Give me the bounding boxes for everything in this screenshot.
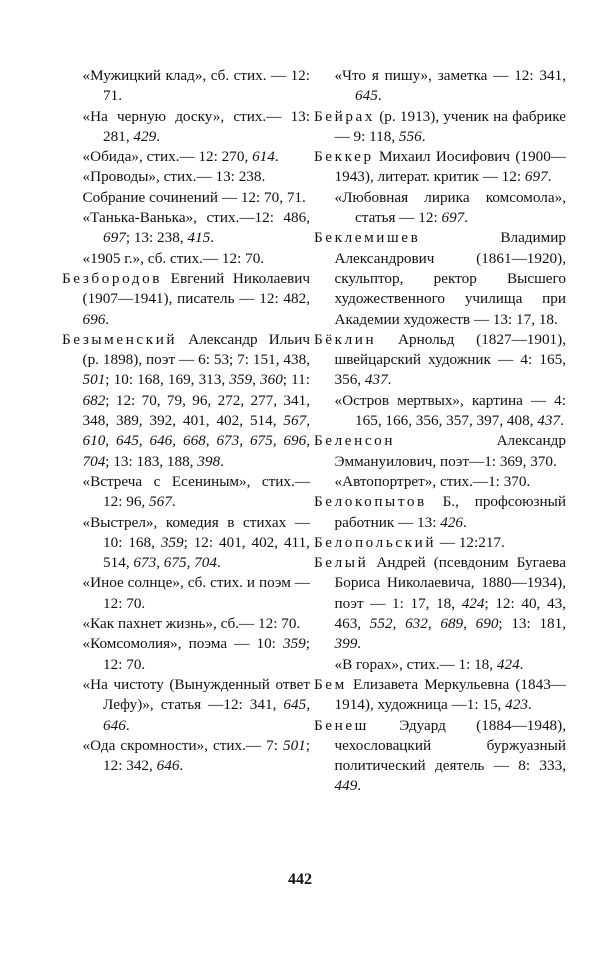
index-subentry: «Что я пишу», заметка — 12: 341, 645. xyxy=(334,67,566,105)
index-entry: Белокопытов Б., профсоюзный работник — 13: 426. xyxy=(314,493,566,531)
right-column xyxy=(314,66,566,797)
index-entry: Бейрах (р. 1913), ученик на фабрике — 9: 118, 556. xyxy=(314,107,566,145)
index-subentry: «Встреча с Есениным», стих.— 12: 96, 567. xyxy=(82,472,310,511)
index-entry: Бенеш Эдуард (1884—1948), чехословацкий буржуазный политический деятель — 8: 333, 449. xyxy=(314,716,566,795)
index-entry: Белопольский — 12:217. xyxy=(314,533,505,551)
index-entry: Беклемишев Владимир Александрович (1861—1920), скульптор, ректор Высшего художественного училища при Академии художеств — 13: 17, 18. xyxy=(314,229,566,328)
index-subentry: «Обида», стих.— 12: 270, 614. xyxy=(82,148,279,166)
index-entry: Беленсон Александр Эммануилович, поэт—1: 369, 370. xyxy=(314,432,566,470)
index-subentry: «Остров мертвых», картина — 4: 165, 166, 356, 357, 397, 408, 437. xyxy=(334,391,566,430)
index-subentry: «Как пахнет жизнь», сб.— 12: 70. xyxy=(82,615,301,633)
index-entry: Беккер Михаил Иосифович (1900—1943), литерат. критик — 12: 697. xyxy=(314,148,566,186)
index-entry: Безбородов Евгений Николаевич (1907—1941), писатель — 12: 482, 696. xyxy=(62,269,310,328)
index-entry: Белый Андрей (псевдоним Бугаева Бориса Николаевича, 1880—1934), поэт — 1: 17, 18, 424; 12: 40, 43, 463, 552, 632, 689, 690; 13: 181, 399. xyxy=(314,554,567,653)
index-subentry: «Ода скромности», стих.— 7: 501; 12: 342, 646. xyxy=(82,736,310,775)
index-subentry: Собрание сочинений — 12: 70, 71. xyxy=(82,188,306,206)
index-subentry: «Комсомолия», поэма — 10: 359; 12: 70. xyxy=(82,635,310,673)
index-subentry: «На черную доску», стих.— 13: 281, 429. xyxy=(82,107,310,145)
index-entry: Бёклин Арнольд (1827—1901), швейцарский художник — 4: 165, 356, 437. xyxy=(314,330,566,389)
index-subentry: «Проводы», стих.— 13: 238. xyxy=(82,168,266,186)
page-number: 442 xyxy=(288,871,312,888)
index-subentry: «В горах», стих.— 1: 18, 424. xyxy=(334,655,524,673)
index-subentry: «На чистоту (Вынужденный ответ Лефу)», статья —12: 341, 645, 646. xyxy=(82,675,310,734)
index-subentry: «Иное солнце», сб. стих. и поэм — 12: 70. xyxy=(82,574,310,612)
index-entry: Безыменский Александр Ильич (р. 1898), поэт — 6: 53; 7: 151, 438, 501; 10: 168, 169, 313, 359, 360; 11: 682; 12: 70, 79, 96, 272, 277, 341, 348, 389, 392, 401, 402, 514, 567, 610, 645, 646, 668, 673, 675, 696, 704; 13: 183, 188, 398. xyxy=(62,330,310,470)
index-entry: Бем Елизавета Меркульевна (1843—1914), художница —1: 15, 423. xyxy=(314,675,566,714)
index-subentry: «Любовная лирика комсомола», статья — 12: 697. xyxy=(334,188,566,227)
index-subentry: «Автопортрет», стих.—1: 370. xyxy=(334,472,531,490)
index-subentry: «Выстрел», комедия в стихах — 10: 168, 359; 12: 401, 402, 411, 514, 673, 675, 704. xyxy=(82,513,310,572)
left-column xyxy=(62,66,310,776)
index-subentry: «Танька-Ванька», стих.—12: 486, 697; 13: 238, 415. xyxy=(82,209,310,247)
index-subentry: «Мужицкий клад», сб. стих. — 12: 71. xyxy=(82,67,310,105)
index-subentry: «1905 г.», сб. стих.— 12: 70. xyxy=(82,249,265,267)
